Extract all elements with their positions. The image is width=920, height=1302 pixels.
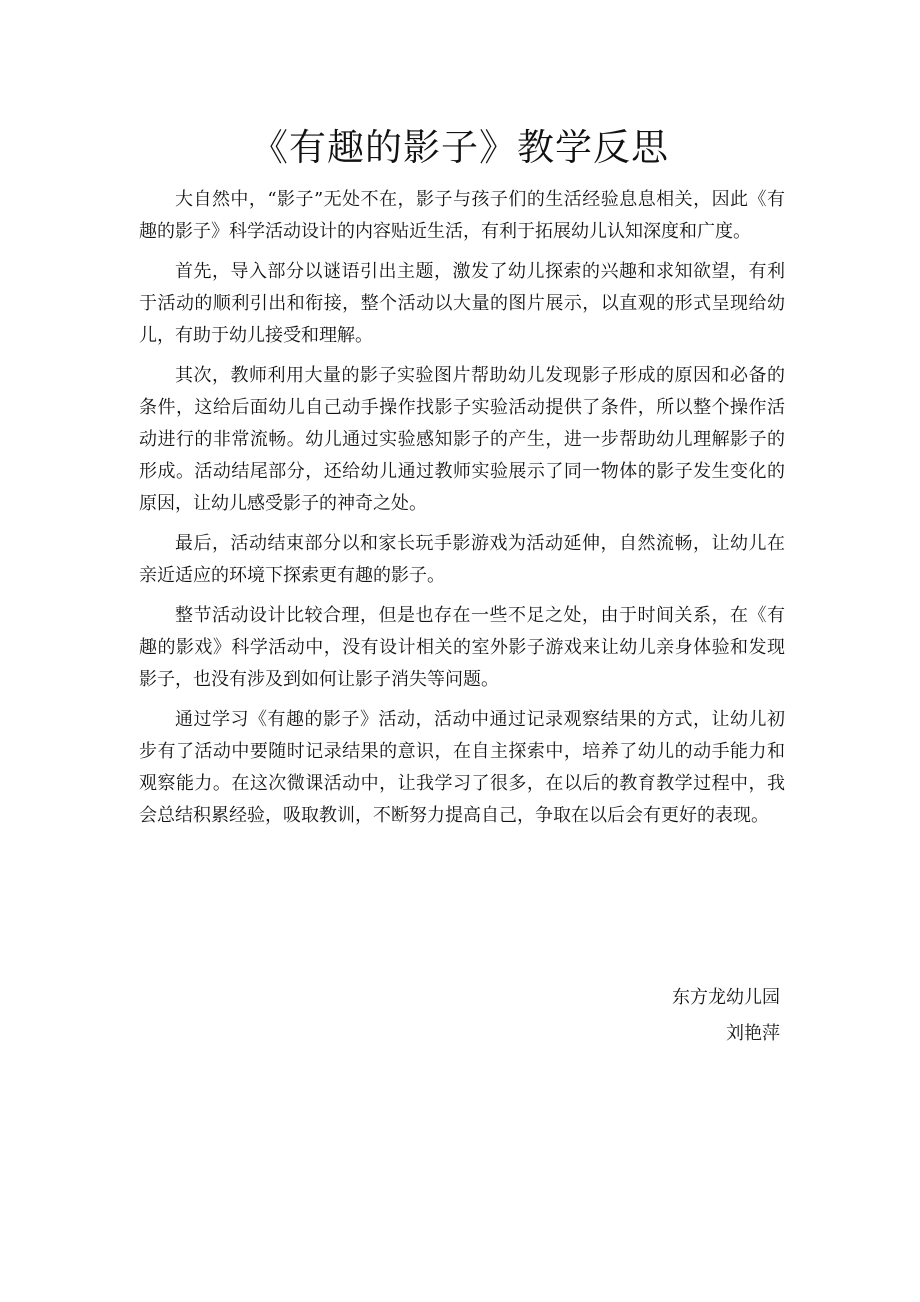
signature-author: 刘艳萍: [726, 1023, 780, 1044]
document-body: [139, 184, 785, 840]
signature-block: [672, 980, 780, 1052]
paragraph-5: 整节活动设计比较合理，但是也存在一些不足之处，由于时间关系，在《有趣的影戏》科学活动中，没有设计相关的室外影子游戏来让幼儿亲身体验和发现影子，也没有涉及到如何让影子消失等问题。: [139, 605, 785, 690]
paragraph-4: 最后，活动结束部分以和家长玩手影游戏为活动延伸，自然流畅，让幼儿在亲近适应的环境下探索更有趣的影子。: [139, 533, 785, 586]
document-title: 《有趣的影子》教学反思: [251, 126, 669, 169]
paragraph-6: 通过学习《有趣的影子》活动，活动中通过记录观察结果的方式，让幼儿初步有了活动中要随时记录结果的意识，在自主探索中，培养了幼儿的动手能力和观察能力。在这次微课活动中，让我学习了很多，在以后的教育教学过程中，我会总结积累经验，吸取教训，不断努力提高自己，争取在以后会有更好的表现。: [139, 709, 785, 826]
paragraph-1: 大自然中，“影子”无处不在，影子与孩子们的生活经验息息相关，因此《有趣的影子》科学活动设计的内容贴近生活，有利于拓展幼儿认知深度和广度。: [139, 189, 785, 242]
signature-organization: 东方龙幼儿园: [672, 987, 780, 1008]
paragraph-2: 首先，导入部分以谜语引出主题，激发了幼儿探索的兴趣和求知欲望，有利于活动的顺利引出和衔接，整个活动以大量的图片展示，以直观的形式呈现给幼儿，有助于幼儿接受和理解。: [139, 261, 785, 346]
paragraph-3: 其次，教师利用大量的影子实验图片帮助幼儿发现影子形成的原因和必备的条件，这给后面幼儿自己动手操作找影子实验活动提供了条件，所以整个操作活动进行的非常流畅。幼儿通过实验感知影子的产生，进一步帮助幼儿理解影子的形成。活动结尾部分，还给幼儿通过教师实验展示了同一物体的影子发生变化的原因，让幼儿感受影子的神奇之处。: [139, 365, 785, 514]
